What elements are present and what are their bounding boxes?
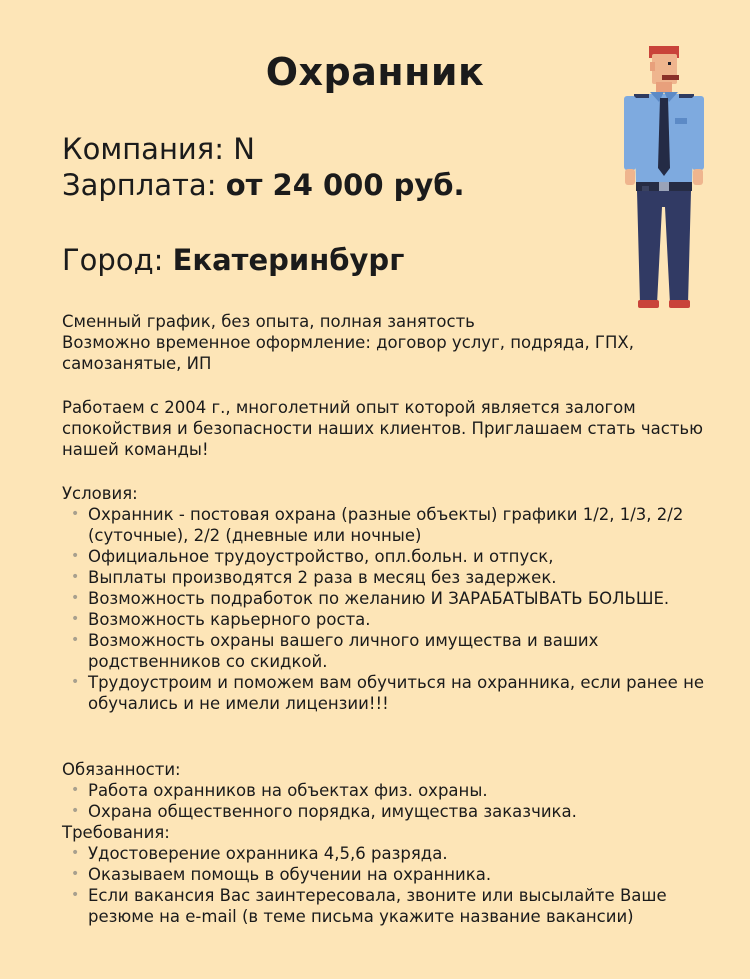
- city-line: [62, 242, 404, 278]
- company-line: [62, 131, 255, 167]
- about-text: Работаем с 2004 г., многолетний опыт которой является залогом спокойствия и безопасности наших клиентов. Приглашаем стать частью нашей команды!: [62, 398, 704, 459]
- list-item: • Охранник - постовая охрана (разные объекты) графики 1/2, 1/3, 2/2 (суточные), 2/2 (дневные или ночные): [62, 504, 712, 546]
- list-item: • Удостоверение охранника 4,5,6 разряда.: [62, 843, 712, 864]
- list-item: • Оказываем помощь в обучении на охранника.: [62, 864, 712, 885]
- list-item: • Выплаты производятся 2 раза в месяц без задержек.: [62, 567, 712, 588]
- list-item: • Если вакансия Вас заинтересовала, звоните или высылайте Ваше резюме на e-mail (в теме письма укажите название вакансии): [62, 885, 712, 927]
- conditions-heading: Условия:: [62, 484, 138, 503]
- list-item: • Работа охранников на объектах физ. охраны.: [62, 780, 712, 801]
- city-label: Город:: [62, 243, 173, 277]
- duties-list: [62, 780, 712, 822]
- conditions-section: [62, 483, 712, 714]
- salary-label: Зарплата:: [62, 168, 226, 202]
- city-value: Екатеринбург: [172, 243, 405, 277]
- page-title: Охранник: [265, 50, 485, 94]
- employment-line: Возможно временное оформление: договор услуг, подряда, ГПХ, самозанятые, ИП: [62, 333, 634, 373]
- company-label: Компания:: [62, 132, 234, 166]
- list-item: • Охрана общественного порядка, имущества заказчика.: [62, 801, 712, 822]
- list-item: • Возможность карьерного роста.: [62, 609, 712, 630]
- schedule-line: Сменный график, без опыта, полная занятость: [62, 312, 475, 331]
- list-item: • Возможность охраны вашего личного имущества и ваших родственников со скидкой.: [62, 630, 712, 672]
- about-block: [62, 397, 712, 460]
- security-guard-illustration: [612, 42, 712, 314]
- salary-value: от 24 000 руб.: [225, 168, 465, 202]
- requirements-list: [62, 843, 712, 927]
- list-item: • Возможность подработок по желанию И ЗАРАБАТЫВАТЬ БОЛЬШЕ.: [62, 588, 712, 609]
- company-value: N: [233, 132, 255, 166]
- duties-heading: Обязанности:: [62, 760, 181, 779]
- list-item: • Официальное трудоустройство, опл.больн. и отпуск,: [62, 546, 712, 567]
- requirements-heading: Требования:: [62, 823, 170, 842]
- summary-block: [62, 311, 712, 374]
- list-item: • Трудоустроим и поможем вам обучиться на охранника, если ранее не обучались и не имели лицензии!!!: [62, 672, 712, 714]
- duties-requirements-section: [62, 759, 712, 927]
- salary-line: [62, 167, 465, 203]
- conditions-list: [62, 504, 712, 714]
